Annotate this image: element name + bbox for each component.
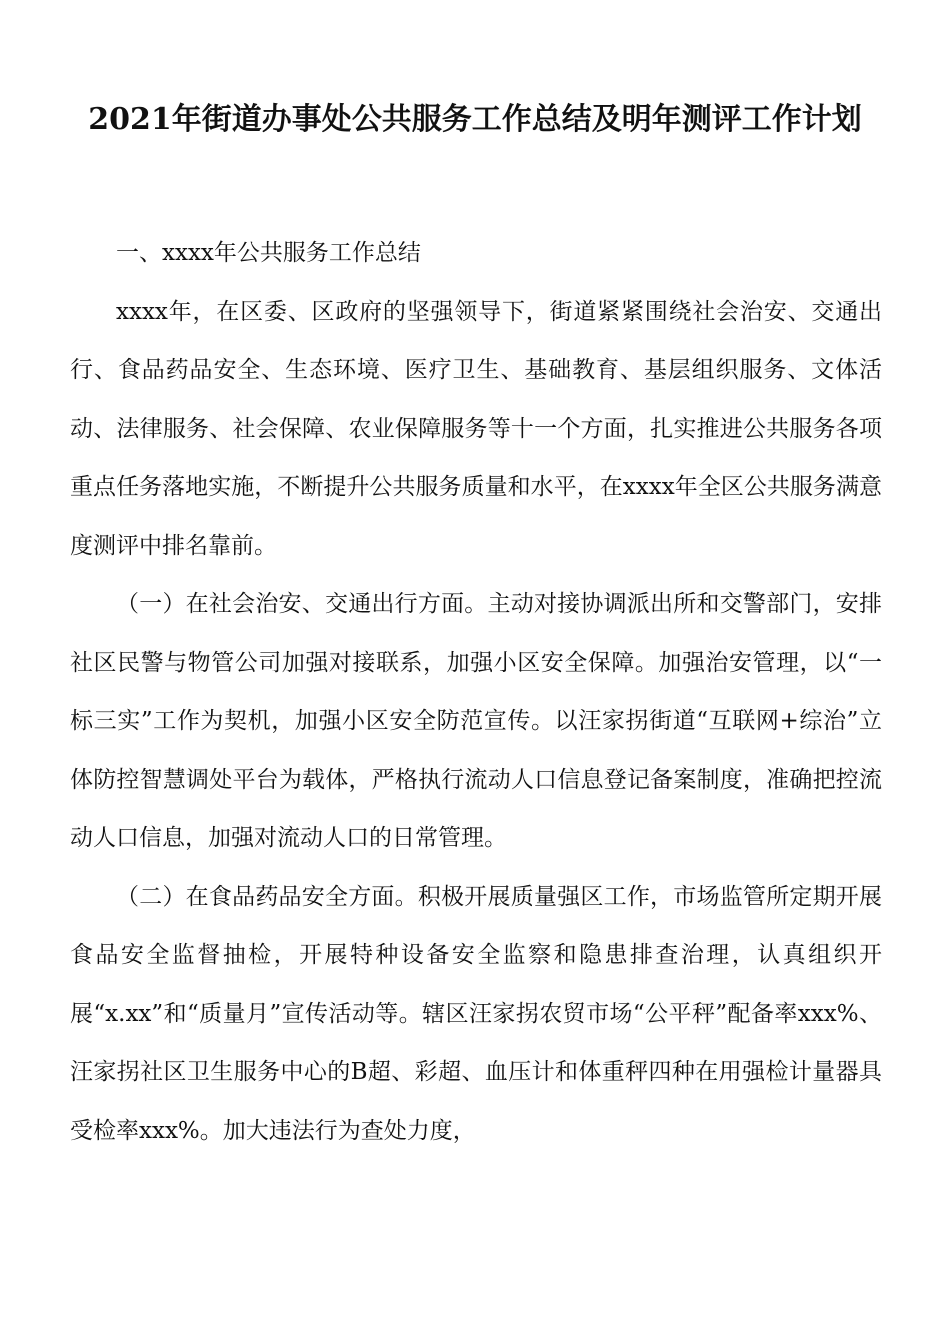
document-title: 2021年街道办事处公共服务工作总结及明年测评工作计划 (88, 102, 862, 137)
paragraph-food-drug-safety: （二）在食品药品安全方面。积极开展质量强区工作，市场监管所定期开展食品安全监督抽检，开展特种设备安全监察和隐患排查治理，认真组织开展“x.xx”和“质量月”宣传活动等。辖区汪家拐农贸市场“公平秤”配备率xxx%、汪家拐社区卫生服务中心的B超、彩超、血压计和体重秤四种在用强检计量器具受检率xxx%。加大违法行为查处力度， (70, 883, 882, 1144)
paragraph-intro: xxxx年，在区委、区政府的坚强领导下，街道紧紧围绕社会治安、交通出行、食品药品安全、生态环境、医疗卫生、基础教育、基层组织服务、文体活动、法律服务、社会保障、农业保障服务等十一个方面，扎实推进公共服务各项重点任务落地实施，不断提升公共服务质量和水平，在xxxx年全区公共服务满意度测评中排名靠前。 (70, 298, 882, 559)
section-heading: 一、xxxx年公共服务工作总结 (116, 240, 421, 266)
document-body (70, 224, 882, 1160)
paragraph-public-security: （一）在社会治安、交通出行方面。主动对接协调派出所和交警部门，安排社区民警与物管公司加强对接联系，加强小区安全保障。加强治安管理，以“一标三实”工作为契机，加强小区安全防范宣传。以汪家拐街道“互联网+综治”立体防控智慧调处平台为载体，严格执行流动人口信息登记备案制度，准确把控流动人口信息，加强对流动人口的日常管理。 (70, 591, 882, 851)
